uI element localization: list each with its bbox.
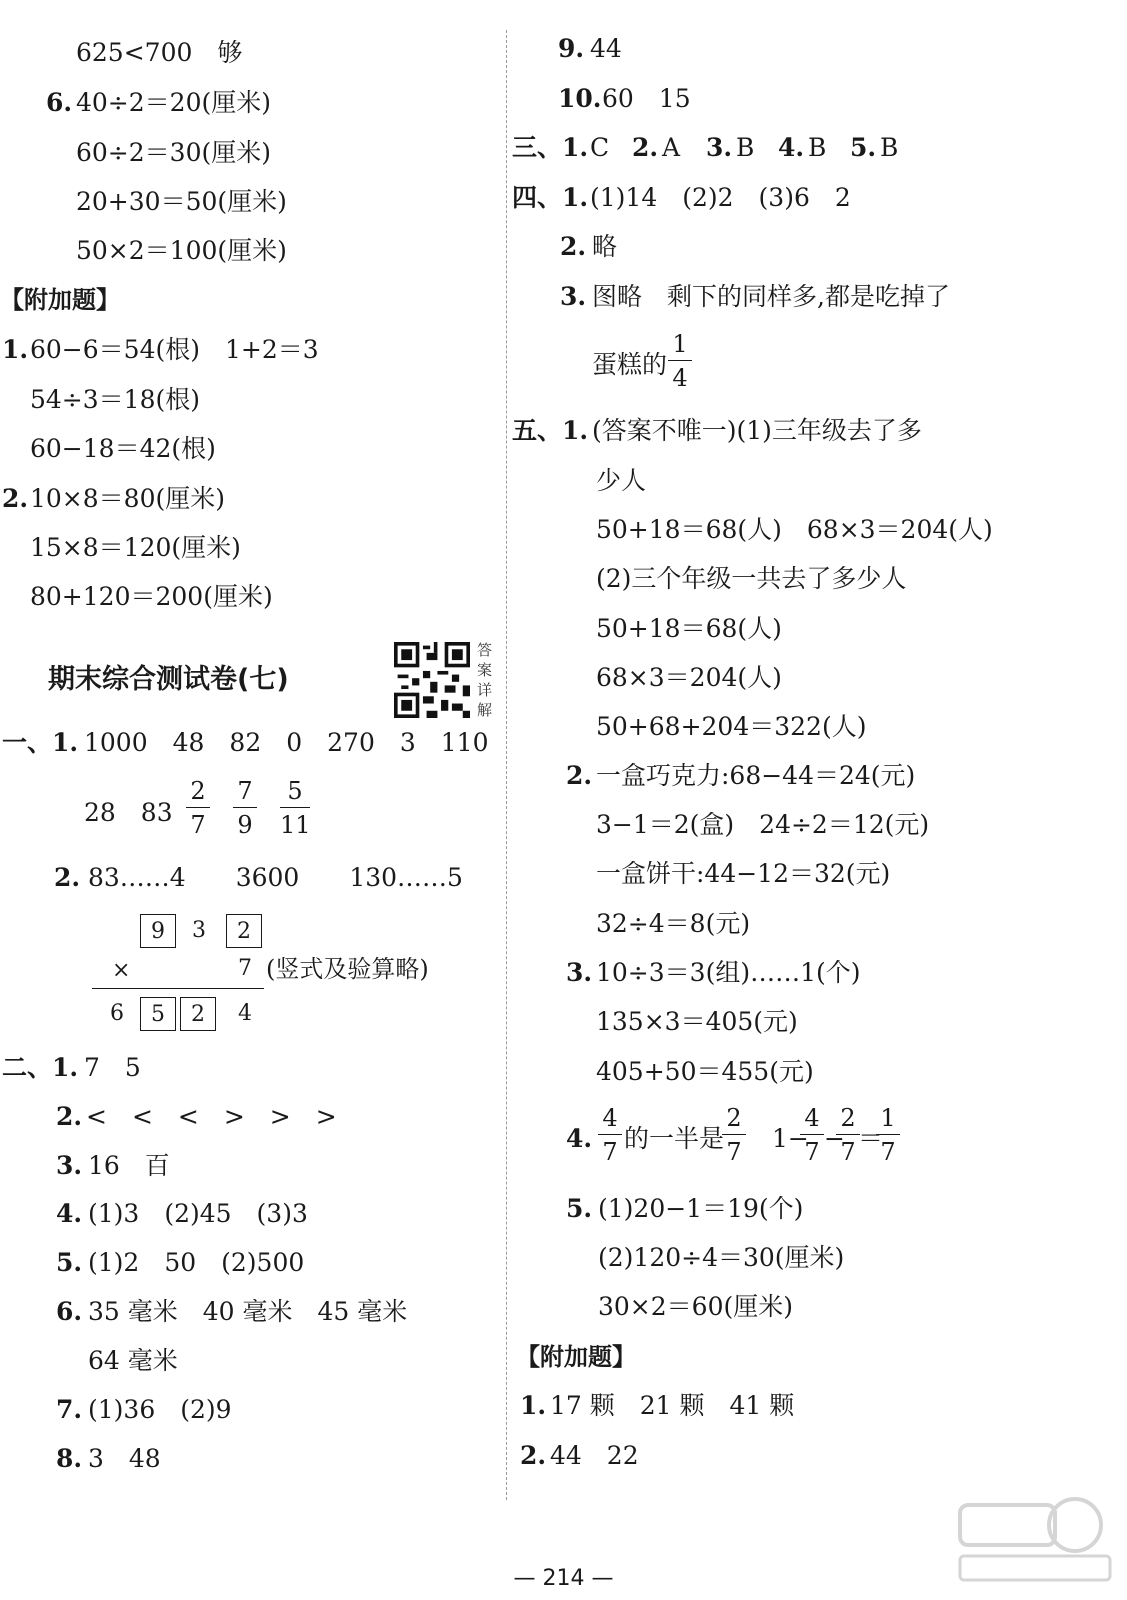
- answer-line: 20+30＝50(厘米): [76, 187, 287, 216]
- answer-line: (答案不唯一)(1)三年级去了多: [592, 416, 922, 445]
- answer-line: 35 毫米 40 毫米 45 毫米: [88, 1297, 408, 1326]
- answer-line: 10÷3＝3(组)……1(个): [596, 958, 861, 987]
- item-number: 10.: [558, 84, 602, 113]
- answer-line: 83……4 3600 130……5: [88, 863, 463, 892]
- digit: 7: [238, 956, 252, 981]
- answer-line: 略: [592, 232, 618, 261]
- digit-box: 5: [140, 997, 176, 1031]
- fraction: 4 7: [598, 1106, 622, 1164]
- qr-caption: 答案详解: [477, 641, 493, 719]
- answer-line: 32÷4＝8(元): [596, 909, 751, 938]
- item-number: 1.: [2, 335, 29, 364]
- answer-line: 少人: [596, 466, 647, 495]
- fraction: 2 7: [836, 1106, 860, 1164]
- item-number: 4.: [566, 1124, 593, 1153]
- extra-questions-heading: 【附加题】: [516, 1343, 636, 1371]
- times-sign: ×: [112, 958, 131, 983]
- answer-line: 60−18＝42(根): [30, 434, 216, 463]
- fraction: 1 4: [668, 332, 692, 390]
- answer-line: 68×3＝204(人): [596, 663, 782, 692]
- answer-line: 17 颗 21 颗 41 颗: [550, 1391, 795, 1420]
- digit: 3: [192, 918, 206, 943]
- answer-line: 60÷2＝30(厘米): [76, 138, 271, 167]
- item-number: 9.: [558, 34, 585, 63]
- answer-line: 50+18＝68(人) 68×3＝204(人): [596, 515, 993, 544]
- fraction: 1 7: [876, 1106, 900, 1164]
- digit-box: 9: [140, 914, 176, 948]
- answer-value: B: [736, 133, 755, 162]
- column-divider: [506, 30, 507, 1500]
- answer-line: (1)3 (2)45 (3)3: [88, 1199, 308, 1228]
- answer-line: (1)2 50 (2)500: [88, 1248, 305, 1277]
- item-number: 3.: [56, 1151, 83, 1180]
- fraction: 4 7: [800, 1106, 824, 1164]
- item-number: 2.: [632, 133, 659, 162]
- answer-line: 30×2＝60(厘米): [598, 1292, 793, 1321]
- answer-value: B: [880, 133, 899, 162]
- item-number: 2.: [566, 761, 593, 790]
- answer-line: 蛋糕的: [592, 350, 668, 379]
- vertical-calc-rule: [92, 988, 264, 989]
- fraction: 5 11: [280, 777, 311, 839]
- item-number: 7.: [56, 1395, 83, 1424]
- answer-line: 50+18＝68(人): [596, 614, 782, 643]
- answer-line: (1)36 (2)9: [88, 1395, 232, 1424]
- answer-line: 的一半是: [624, 1124, 725, 1153]
- answer-line: 7 5: [84, 1053, 141, 1082]
- item-number: 五、1.: [512, 416, 589, 445]
- answer-line: 60 15: [602, 84, 691, 113]
- answer-line: 16 百: [88, 1151, 170, 1180]
- answer-line: 50+68+204＝322(人): [596, 712, 867, 741]
- answer-line: 28 83: [84, 798, 173, 827]
- answer-line: 10×8＝80(厘米): [30, 484, 225, 513]
- answer-line: 625<700 够: [76, 38, 243, 67]
- item-number: 5.: [56, 1248, 83, 1277]
- item-number: 5.: [566, 1194, 593, 1223]
- item-number: 5.: [850, 133, 877, 162]
- fraction: 2 7: [186, 779, 210, 837]
- digit: 6: [110, 1001, 124, 1026]
- answer-line: (1)20−1＝19(个): [598, 1194, 804, 1223]
- answer-line: 1000 48 82 0 270 3 110: [84, 728, 489, 757]
- item-number: 4.: [778, 133, 805, 162]
- answer-line: (2)三个年级一共去了多少人: [596, 564, 907, 593]
- answer-line: 3 48: [88, 1444, 161, 1473]
- digit-box: 2: [226, 914, 262, 948]
- item-number: 2.: [56, 1102, 83, 1131]
- item-number: 3.: [706, 133, 733, 162]
- equals-sign: ＝: [858, 1124, 884, 1153]
- item-number: 6.: [46, 88, 73, 117]
- item-number: 一、1.: [2, 728, 79, 757]
- answer-line: 135×3＝405(元): [596, 1007, 798, 1036]
- minus-sign: −: [824, 1124, 845, 1153]
- item-number: 2.: [560, 232, 587, 261]
- answer-line: 一盒巧克力:68−44＝24(元): [596, 761, 916, 790]
- fraction: 2 7: [722, 1106, 746, 1164]
- answer-line: 80+120＝200(厘米): [30, 582, 273, 611]
- page-number: — 214 —: [513, 1566, 614, 1591]
- item-number: 2.: [2, 484, 29, 513]
- digit-box: 2: [180, 997, 216, 1031]
- item-number: 3.: [566, 958, 593, 987]
- test-title: 期末综合测试卷(七): [48, 664, 289, 695]
- answer-line: 15×8＝120(厘米): [30, 533, 241, 562]
- item-number: 2.: [54, 863, 81, 892]
- answer-line: 44: [590, 34, 622, 63]
- item-number: 4.: [56, 1199, 83, 1228]
- answer-line: 1−: [772, 1124, 809, 1153]
- note: (竖式及验算略): [266, 955, 429, 983]
- answer-line: 图略 剩下的同样多,都是吃掉了: [592, 282, 950, 311]
- answer-line: 50×2＝100(厘米): [76, 236, 287, 265]
- answer-line: 60−6＝54(根) 1+2＝3: [30, 335, 319, 364]
- answer-value: B: [808, 133, 827, 162]
- answer-line: < < < > > >: [86, 1102, 337, 1131]
- answer-value: A: [662, 133, 681, 162]
- answer-line: (2)120÷4＝30(厘米): [598, 1243, 845, 1272]
- answer-line: 64 毫米: [88, 1346, 178, 1375]
- answer-line: 44 22: [550, 1441, 639, 1470]
- item-number: 二、1.: [2, 1053, 79, 1082]
- extra-questions-heading: 【附加题】: [0, 286, 120, 314]
- item-number: 6.: [56, 1297, 83, 1326]
- qr-code-icon[interactable]: [394, 642, 470, 718]
- watermark-logo-icon: [950, 1490, 1120, 1590]
- item-number: 2.: [520, 1441, 547, 1470]
- answer-line: 3−1＝2(盒) 24÷2＝12(元): [596, 810, 930, 839]
- answer-line: 405+50＝455(元): [596, 1057, 814, 1086]
- fraction: 7 9: [233, 779, 257, 837]
- item-number: 3.: [560, 282, 587, 311]
- answer-line: (1)14 (2)2 (3)6 2: [590, 183, 851, 212]
- answer-line: C: [590, 133, 635, 162]
- answer-line: 40÷2＝20(厘米): [76, 88, 271, 117]
- item-number: 8.: [56, 1444, 83, 1473]
- item-number: 1.: [520, 1391, 547, 1420]
- item-number: 三、1.: [512, 133, 589, 162]
- answer-line: 一盒饼干:44−12＝32(元): [596, 859, 891, 888]
- digit: 4: [238, 1001, 252, 1026]
- item-number: 四、1.: [512, 183, 589, 212]
- answer-line: 54÷3＝18(根): [30, 385, 200, 414]
